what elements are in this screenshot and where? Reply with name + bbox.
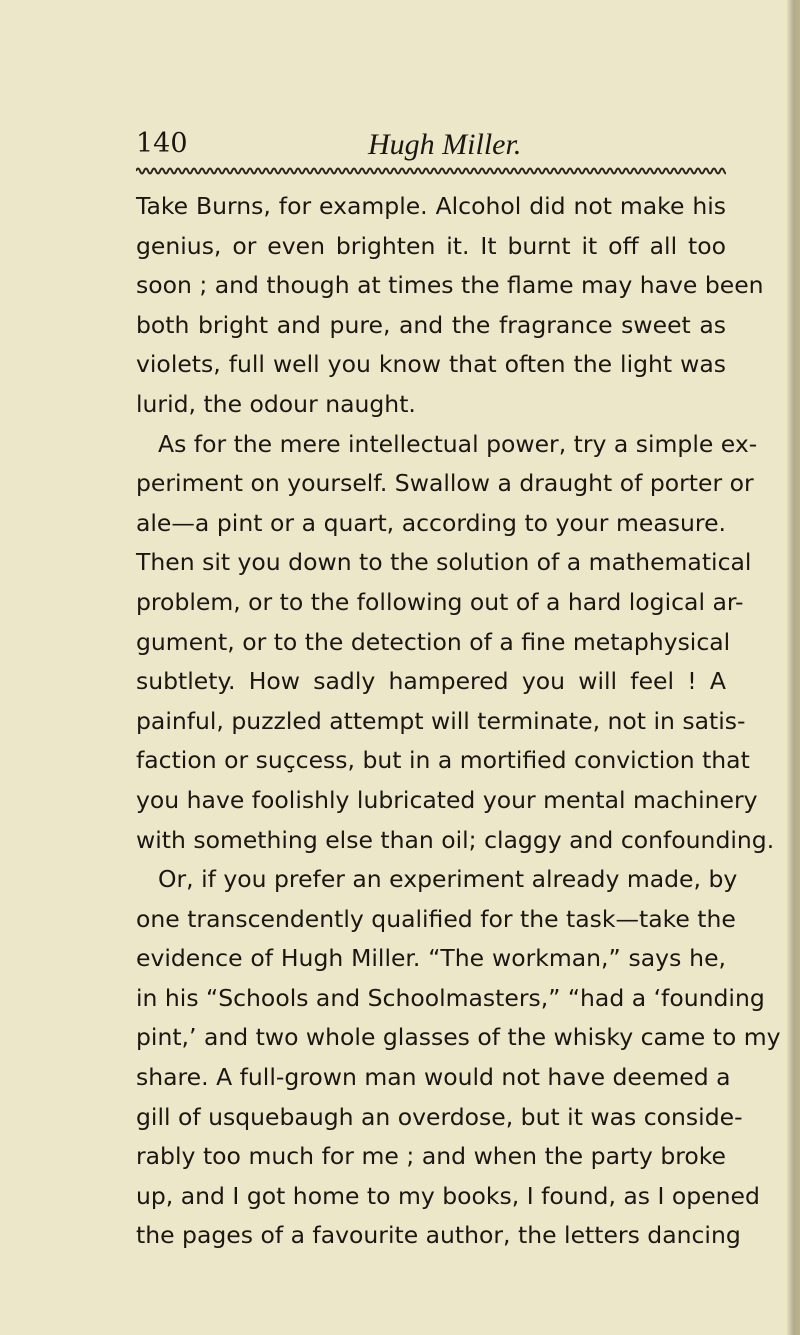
text-line: problem, or to the following out of a hard logical ar- bbox=[136, 587, 744, 616]
text-line: subtlety. How sadly hampered you will feel ! A bbox=[136, 667, 726, 696]
text-line: pint,’ and two whole glasses of the whisky came to my bbox=[136, 1023, 781, 1052]
text-line: evidence of Hugh Miller. “The workman,” says he, bbox=[136, 944, 726, 973]
text-line: Then sit you down to the solution of a mathematical bbox=[136, 548, 752, 577]
text-line: both bright and pure, and the fragrance sweet as bbox=[136, 310, 726, 339]
text-line: gill of usquebaugh an overdose, but it was conside- bbox=[136, 1102, 743, 1131]
text-line: the pages of a favourite author, the letters dancing bbox=[136, 1221, 741, 1250]
text-line: Take Burns, for example. Alcohol did not make his bbox=[136, 192, 726, 220]
text-line: up, and I got home to my books, I found, as I opened bbox=[136, 1181, 760, 1210]
text-line: you have foolishly lubricated your mental machinery bbox=[136, 785, 758, 814]
text-line: rably too much for me ; and when the party broke bbox=[136, 1142, 726, 1171]
text-line: one transcendently qualified for the task—take the bbox=[136, 904, 736, 933]
text-line: periment on yourself. Swallow a draught of porter or bbox=[136, 469, 754, 498]
text-line: genius, or even brighten it. It burnt it off all too bbox=[136, 231, 726, 260]
text-line: ale—a pint or a quart, according to your measure. bbox=[136, 508, 726, 537]
text-line: lurid, the odour naught. bbox=[136, 389, 416, 418]
wavy-rule-ornament bbox=[136, 165, 726, 177]
text-line: As for the mere intellectual power, try a simple ex- bbox=[158, 429, 758, 458]
text-line: soon ; and though at times the flame may have been bbox=[136, 271, 764, 300]
body-text bbox=[136, 187, 781, 1256]
page-number: 140 bbox=[136, 128, 188, 159]
text-line: painful, puzzled attempt will terminate, not in satis- bbox=[136, 706, 746, 735]
text-line: share. A full-grown man would not have deemed a bbox=[136, 1063, 731, 1092]
text-line: in his “Schools and Schoolmasters,” “had a ‘founding bbox=[136, 983, 765, 1012]
page-edge-shadow bbox=[786, 0, 800, 1335]
running-header bbox=[136, 128, 726, 170]
text-line: violets, full well you know that often the light was bbox=[136, 350, 726, 379]
text-line: faction or suçcess, but in a mortified conviction that bbox=[136, 746, 750, 775]
text-line: with something else than oil; claggy and confounding. bbox=[136, 825, 775, 854]
running-title: Hugh Miller. bbox=[368, 128, 522, 161]
text-line: gument, or to the detection of a fine metaphysical bbox=[136, 627, 731, 656]
text-line: Or, if you prefer an experiment already made, by bbox=[158, 865, 738, 894]
